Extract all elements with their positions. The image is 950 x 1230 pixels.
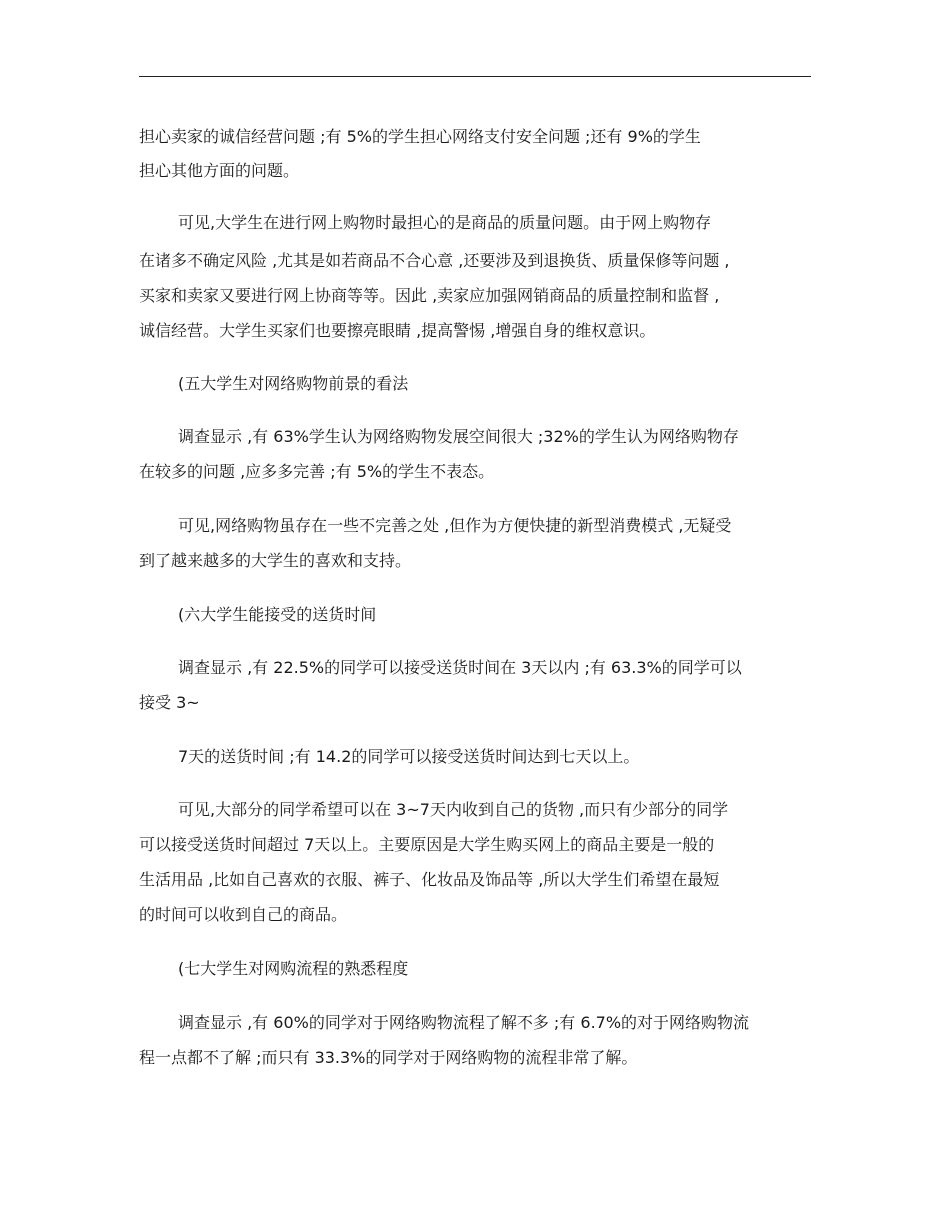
text-line: 在较多的问题 ,应多多完善 ;有 5%的学生不表态。: [139, 462, 495, 481]
text-line: 程一点都不了解 ;而只有 33.3%的同学对于网络购物的流程非常了解。: [139, 1048, 638, 1067]
text-line: 诚信经营。大学生买家们也要擦亮眼睛 ,提高警惕 ,增强自身的维权意识。: [139, 321, 656, 340]
text-line: 调查显示 ,有 63%学生认为网络购物发展空间很大 ;32%的学生认为网络购物存: [178, 427, 739, 446]
text-line: 可见,大学生在进行网上购物时最担心的是商品的质量问题。由于网上购物存: [178, 213, 712, 232]
text-line: 担心卖家的诚信经营问题 ;有 5%的学生担心网络支付安全问题 ;还有 9%的学生: [139, 127, 701, 146]
text-line: 调查显示 ,有 60%的同学对于网络购物流程了解不多 ;有 6.7%的对于网络购物流: [178, 1013, 750, 1032]
text-line: 可见,大部分的同学希望可以在 3~7天内收到自己的货物 ,而只有少部分的同学: [178, 800, 729, 819]
text-line: 可见,网络购物虽存在一些不完善之处 ,但作为方便快捷的新型消费模式 ,无疑受: [178, 516, 732, 535]
text-line: 接受 3~: [139, 693, 200, 712]
text-line: 到了越来越多的大学生的喜欢和支持。: [139, 551, 412, 570]
text-line: 可以接受送货时间超过 7天以上。主要原因是大学生购买网上的商品主要是一般的: [139, 835, 715, 854]
text-line: 担心其他方面的问题。: [139, 161, 300, 180]
header-rule: [139, 76, 811, 77]
text-line: 7天的送货时间 ;有 14.2的同学可以接受送货时间达到七天以上。: [178, 747, 640, 766]
text-line: 调查显示 ,有 22.5%的同学可以接受送货时间在 3天以内 ;有 63.3%的同学可以: [178, 658, 742, 677]
section-heading: (六大学生能接受的送货时间: [178, 605, 377, 624]
section-heading: (七大学生对网购流程的熟悉程度: [178, 959, 409, 978]
text-line: 在诸多不确定风险 ,尤其是如若商品不合心意 ,还要涉及到退换货、质量保修等问题 ,: [139, 251, 730, 270]
text-line: 生活用品 ,比如自己喜欢的衣服、裤子、化妆品及饰品等 ,所以大学生们希望在最短: [139, 870, 720, 889]
text-line: 的时间可以收到自己的商品。: [139, 905, 348, 924]
section-heading: (五大学生对网络购物前景的看法: [178, 374, 409, 393]
text-line: 买家和卖家又要进行网上协商等等。因此 ,卖家应加强网销商品的质量控制和监督 ,: [139, 286, 720, 305]
